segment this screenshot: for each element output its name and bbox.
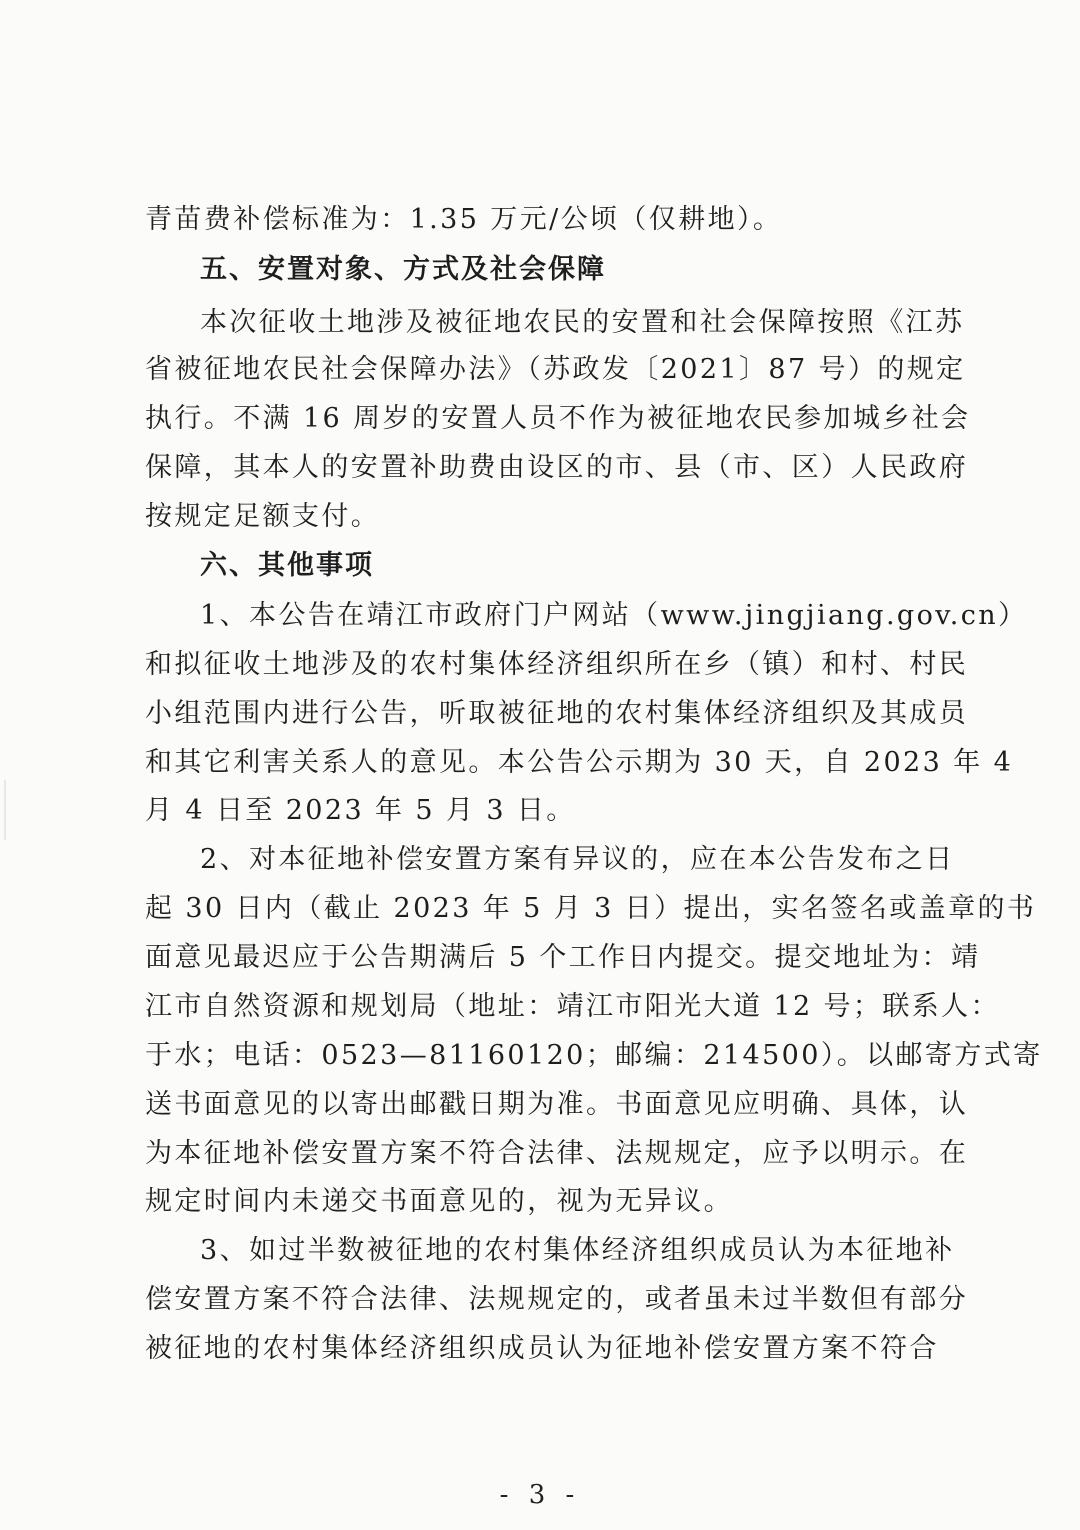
body-line-12: 和其它利害关系人的意见。本公告公示期为 30 天，自 2023 年 4: [145, 747, 1014, 778]
body-line-13: 月 4 日至 2023 年 5 月 3 日。: [145, 795, 576, 826]
body-line-1: 青苗费补偿标准为：1.35 万元/公顷（仅耕地）。: [145, 204, 783, 235]
body-line-4: 省被征地农民社会保障办法》（苏政发〔2021〕87 号）的规定: [145, 354, 966, 385]
body-line-20: 为本征地补偿安置方案不符合法律、法规规定，应予以明示。在: [145, 1138, 969, 1169]
body-line-14: 2、对本征地补偿安置方案有异议的，应在本公告发布之日: [200, 844, 955, 875]
body-line-19: 送书面意见的以寄出邮戳日期为准。书面意见应明确、具体，认: [145, 1089, 969, 1120]
body-line-22: 3、如过半数被征地的农村集体经济组织成员认为本征地补: [200, 1235, 955, 1266]
body-line-21: 规定时间内未递交书面意见的，视为无异议。: [145, 1186, 733, 1217]
scan-margin-mark: [4, 780, 6, 840]
section-heading-6: 六、其他事项: [200, 550, 374, 581]
body-line-24: 被征地的农村集体经济组织成员认为征地补偿安置方案不符合: [145, 1333, 939, 1364]
body-line-3: 本次征收土地涉及被征地农民的安置和社会保障按照《江苏: [200, 307, 965, 338]
body-line-17: 江市自然资源和规划局（地址：靖江市阳光大道 12 号；联系人：: [145, 991, 1000, 1022]
body-line-16: 面意见最迟应于公告期满后 5 个工作日内提交。提交地址为：靖: [145, 942, 981, 973]
page-number: - 3 -: [499, 1480, 581, 1510]
body-line-15: 起 30 日内（截止 2023 年 5 月 3 日）提出，实名签名或盖章的书: [145, 893, 1037, 924]
body-line-11: 小组范围内进行公告，听取被征地的农村集体经济组织及其成员: [145, 698, 969, 729]
body-line-10: 和拟征收土地涉及的农村集体经济组织所在乡（镇）和村、村民: [145, 649, 969, 680]
body-line-23: 偿安置方案不符合法律、法规规定的，或者虽未过半数但有部分: [145, 1284, 969, 1315]
section-heading-5: 五、安置对象、方式及社会保障: [200, 254, 606, 285]
body-line-7: 按规定足额支付。: [145, 501, 381, 532]
body-line-9: 1、本公告在靖江市政府门户网站（www.jingjiang.gov.cn）: [200, 600, 1028, 631]
body-line-6: 保障，其本人的安置补助费由设区的市、县（市、区）人民政府: [145, 452, 969, 483]
body-line-5: 执行。不满 16 周岁的安置人员不作为被征地农民参加城乡社会: [145, 403, 971, 434]
body-line-18: 于水；电话：0523—81160120；邮编：214500）。以邮寄方式寄: [145, 1040, 1043, 1071]
